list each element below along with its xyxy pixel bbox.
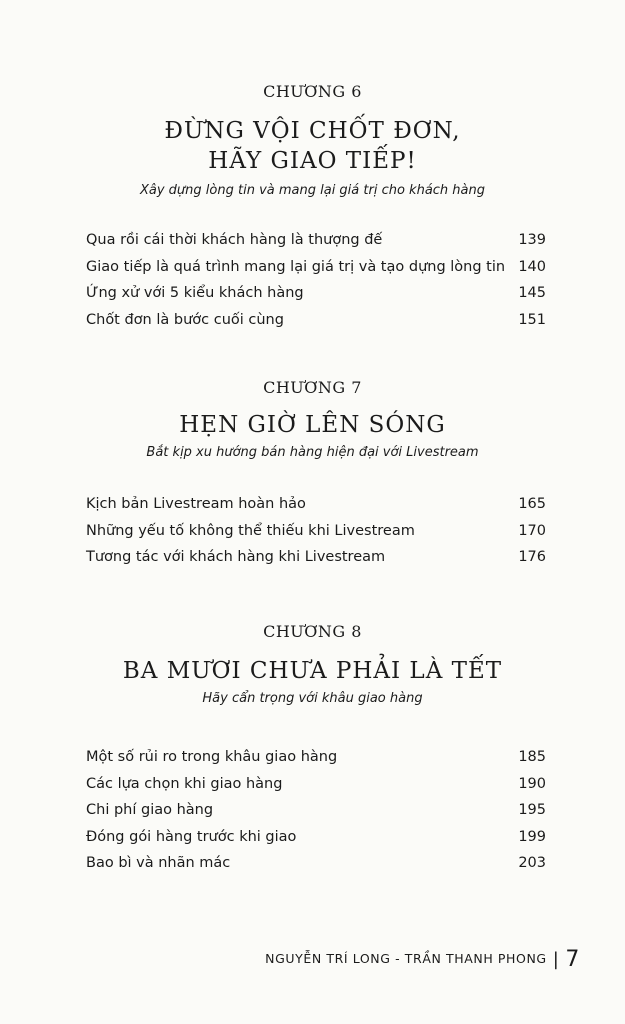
toc-entry-page: 139 <box>518 232 546 248</box>
toc-entry <box>86 491 546 518</box>
toc-entry-title: Tương tác với khách hàng khi Livestream <box>86 549 386 565</box>
chapter-title-line: HẸN GIỜ LÊN SÓNG <box>179 412 446 438</box>
chapter-8-heading <box>0 622 625 708</box>
chapter-label: CHƯƠNG 8 <box>263 622 362 641</box>
toc-entry <box>86 824 546 851</box>
toc-entry-page: 170 <box>518 522 546 539</box>
chapter-subtitle: Hãy cẩn trọng với khâu giao hàng <box>202 691 423 706</box>
toc-entry-page: 195 <box>518 802 546 818</box>
toc-entry-page: 165 <box>518 496 546 512</box>
toc-entry-title: Đóng gói hàng trước khi giao <box>86 828 297 845</box>
toc-entry-title: Những yếu tố không thể thiếu khi Livestream <box>86 522 415 539</box>
toc-entry-page: 185 <box>518 749 546 765</box>
toc-entry-page: 151 <box>518 311 546 328</box>
chapter-subtitle: Bắt kịp xu hướng bán hàng hiện đại với Livestream <box>146 445 479 460</box>
toc-entry-page: 140 <box>518 258 546 275</box>
toc-entry <box>86 771 546 798</box>
chapter-6-toc <box>86 227 546 333</box>
toc-entry-page: 203 <box>518 855 546 871</box>
chapter-7-heading <box>0 378 625 462</box>
toc-entry-title: Qua rồi cái thời khách hàng là thượng đế <box>86 232 383 248</box>
toc-entry-title: Bao bì và nhãn mác <box>86 855 231 871</box>
toc-entry <box>86 797 546 824</box>
chapter-subtitle: Xây dựng lòng tin và mang lại giá trị cho khách hàng <box>139 183 486 198</box>
toc-entry <box>86 744 546 771</box>
chapter-title-line: HÃY GIAO TIẾP! <box>208 148 417 174</box>
toc-entry-title: Ứng xử với 5 kiểu khách hàng <box>86 285 304 301</box>
toc-entry <box>86 307 546 334</box>
chapter-6-heading <box>0 82 625 200</box>
chapter-title-line: ĐỪNG VỘI CHỐT ĐƠN, <box>164 118 461 144</box>
toc-entry-title: Một số rủi ro trong khâu giao hàng <box>86 749 338 765</box>
toc-entry <box>86 227 546 254</box>
toc-entry-title: Chốt đơn là bước cuối cùng <box>86 311 284 328</box>
toc-entry-page: 145 <box>518 285 546 301</box>
footer-authors: NGUYỄN TRÍ LONG - TRẦN THANH PHONG <box>265 951 547 966</box>
toc-entry-title: Kịch bản Livestream hoàn hảo <box>86 496 306 512</box>
page-number: 7 <box>565 947 580 972</box>
chapter-7-toc <box>86 491 546 571</box>
toc-entry-page: 199 <box>518 828 546 845</box>
chapter-title-line: BA MƯƠI CHƯA PHẢI LÀ TẾT <box>122 658 503 684</box>
toc-entry <box>86 850 546 877</box>
chapter-label: CHƯƠNG 6 <box>263 82 362 101</box>
chapter-8-toc <box>86 744 546 877</box>
footer-separator: | <box>552 949 560 970</box>
page-footer <box>0 947 580 972</box>
toc-entry <box>86 254 546 281</box>
chapter-label: CHƯƠNG 7 <box>263 378 362 397</box>
toc-entry-page: 176 <box>518 549 546 565</box>
toc-entry-title: Giao tiếp là quá trình mang lại giá trị và tạo dựng lòng tin <box>86 258 506 275</box>
toc-entry-page: 190 <box>518 775 546 792</box>
toc-entry-title: Chi phí giao hàng <box>86 802 214 818</box>
toc-entry <box>86 280 546 307</box>
toc-entry-title: Các lựa chọn khi giao hàng <box>86 775 283 792</box>
toc-entry <box>86 544 546 571</box>
toc-entry <box>86 518 546 545</box>
